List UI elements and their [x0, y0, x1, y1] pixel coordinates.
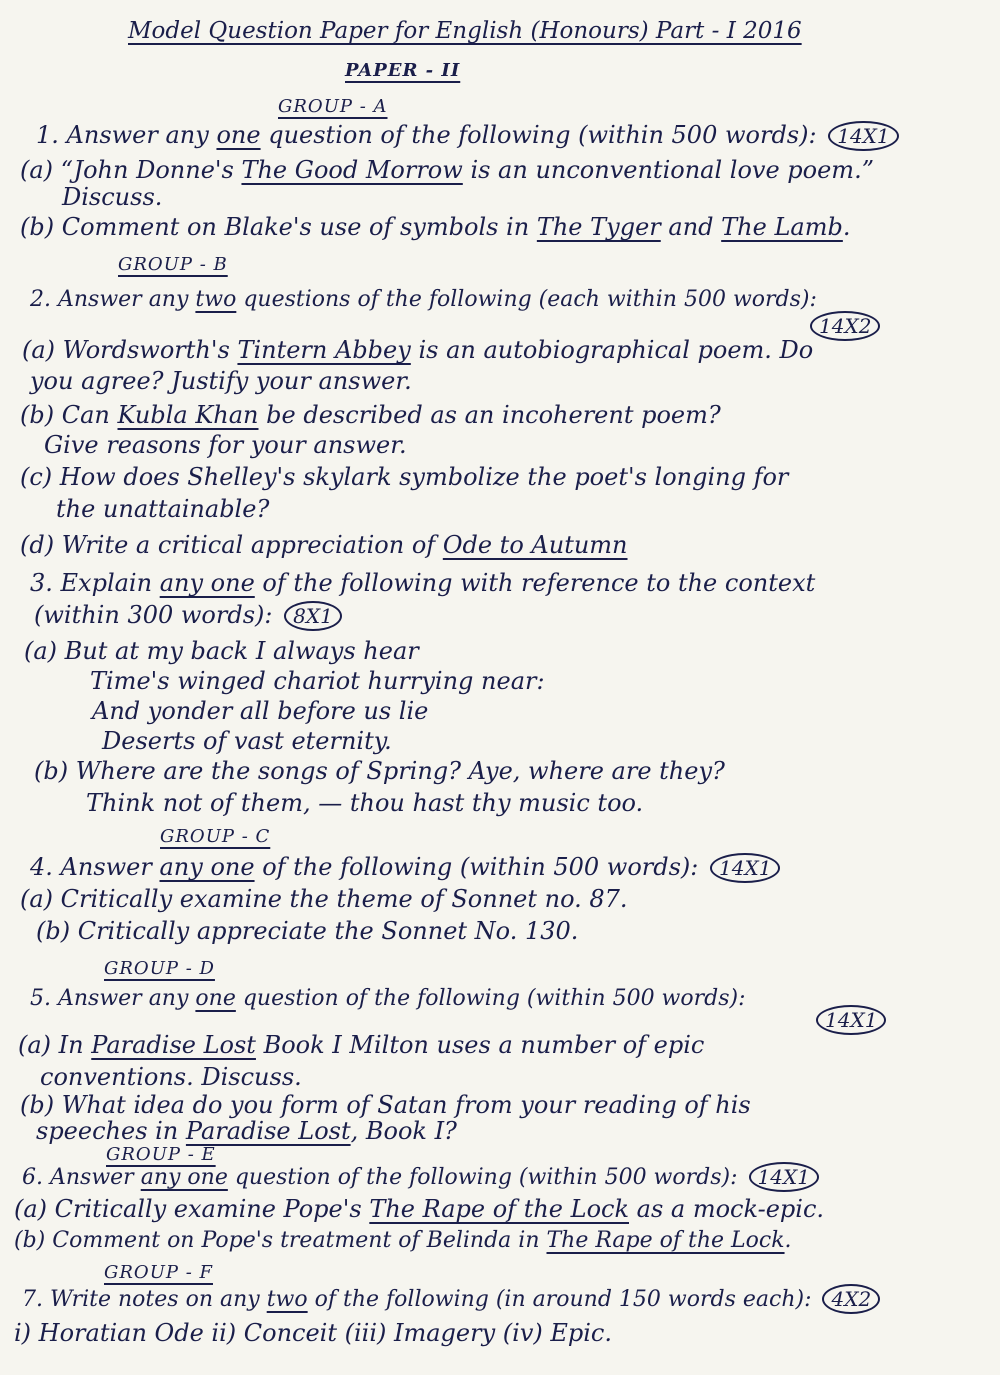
q2-key: two	[195, 287, 237, 312]
q7-key: two	[266, 1287, 308, 1312]
question-5b-cont	[36, 1116, 457, 1146]
group-c-heading: GROUP - C	[160, 826, 271, 847]
q2-prefix: 2. Answer any	[30, 287, 189, 312]
q2d-title: Ode to Autumn	[442, 531, 628, 559]
paper-title: Model Question Paper for English (Honours) Part - I 2016	[128, 18, 802, 44]
q7-prefix: 7. Write notes on any	[22, 1287, 260, 1312]
q1-marks: 14X1	[828, 121, 898, 151]
question-1	[36, 120, 899, 151]
q5a-title: Paradise Lost	[91, 1031, 256, 1059]
question-2a-cont: you agree? Justify your answer.	[30, 367, 412, 395]
q2a-rest: is an autobiographical poem. Do	[418, 336, 814, 364]
q2b-rest: be described as an incoherent poem?	[266, 401, 721, 429]
question-4b: (b) Critically appreciate the Sonnet No. 130.	[36, 917, 579, 945]
q6a-rest: as a mock-epic.	[636, 1195, 825, 1223]
q3b-line-2: Think not of them, — thou hast thy music too.	[86, 789, 644, 817]
q5-marks: 14X1	[816, 1005, 886, 1035]
q5-key: one	[195, 986, 236, 1011]
question-2d	[20, 530, 628, 560]
q2-marks-wrap	[806, 310, 880, 341]
q4-marks: 14X1	[710, 853, 780, 883]
q5a-rest: Book I Milton uses a number of epic	[263, 1031, 705, 1059]
question-7-items: i) Horatian Ode ii) Conceit (iii) Imagery (iv) Epic.	[14, 1319, 612, 1347]
q2b-title: Kubla Khan	[117, 401, 259, 429]
q3-suffix: of the following with reference to the context	[262, 569, 816, 597]
q3a-line-3: And yonder all before us lie	[92, 697, 429, 725]
q3b-line-1: (b) Where are the songs of Spring? Aye, where are they?	[34, 757, 725, 785]
question-6a	[14, 1194, 824, 1224]
q6-key: any one	[140, 1165, 228, 1190]
q5b-cont-title: Paradise Lost	[185, 1117, 351, 1145]
q6-marks: 14X1	[749, 1162, 819, 1192]
q3-line2: (within 300 words):	[34, 601, 273, 629]
q1b-and: and	[668, 213, 714, 241]
q2a-lead: (a) Wordsworth's	[22, 336, 230, 364]
q5-suffix: question of the following (within 500 words):	[242, 986, 746, 1011]
question-2a	[22, 335, 813, 365]
question-2b-cont: Give reasons for your answer.	[44, 431, 407, 459]
q2-suffix: questions of the following (each within 500 words):	[243, 287, 817, 312]
question-1a	[20, 155, 874, 185]
question-2	[30, 285, 817, 315]
question-2c-cont: the unattainable?	[56, 495, 270, 523]
question-7	[22, 1284, 880, 1315]
q2d-lead: (d) Write a critical appreciation of	[20, 531, 436, 559]
q5b-cont-rest: , Book I?	[350, 1117, 457, 1145]
q1-key: one	[216, 121, 261, 149]
q2b-lead: (b) Can	[20, 401, 110, 429]
q1-suffix: question of the following (within 500 words):	[268, 121, 817, 149]
q5b-cont-lead: speeches in	[36, 1117, 179, 1145]
q2a-title: Tintern Abbey	[237, 336, 411, 364]
q1a-lead: (a) “John Donne's	[20, 156, 234, 184]
q6b-lead: (b) Comment on Pope's treatment of Belinda in	[14, 1228, 540, 1253]
question-5a	[18, 1030, 704, 1060]
question-1b	[20, 212, 850, 242]
q5a-lead: (a) In	[18, 1031, 84, 1059]
q6-suffix: question of the following (within 500 words):	[234, 1165, 738, 1190]
question-5b: (b) What idea do you form of Satan from your reading of his	[20, 1091, 751, 1119]
q3-key: any one	[159, 569, 255, 597]
q3a-line-4: Deserts of vast eternity.	[102, 727, 392, 755]
q5-marks-wrap	[812, 1004, 886, 1035]
question-4	[30, 852, 780, 883]
q2-marks: 14X2	[810, 311, 880, 341]
question-6b	[14, 1226, 792, 1256]
q3-prefix: 3. Explain	[30, 569, 153, 597]
q6b-title: The Rape of the Lock	[546, 1228, 785, 1253]
q4-prefix: 4. Answer	[30, 853, 152, 881]
q6a-title: The Rape of the Lock	[369, 1195, 629, 1223]
question-1a-cont: Discuss.	[62, 183, 163, 211]
q3a-line-1: (a) But at my back I always hear	[24, 637, 419, 665]
q6b-end: .	[784, 1228, 792, 1253]
q1b-title-lamb: The Lamb	[721, 213, 843, 241]
question-5a-cont: conventions. Discuss.	[40, 1063, 302, 1091]
q1a-title: The Good Morrow	[241, 156, 463, 184]
q5-prefix: 5. Answer any	[30, 986, 189, 1011]
question-2b	[20, 400, 721, 430]
q6a-lead: (a) Critically examine Pope's	[14, 1195, 362, 1223]
question-4a: (a) Critically examine the theme of Sonnet no. 87.	[20, 885, 628, 913]
q1a-rest: is an unconventional love poem.”	[470, 156, 874, 184]
q7-suffix: of the following (in around 150 words each):	[314, 1287, 812, 1312]
group-f-heading: GROUP - F	[104, 1262, 213, 1283]
q1b-title-tyger: The Tyger	[536, 213, 661, 241]
group-b-heading: GROUP - B	[118, 254, 228, 275]
question-5	[30, 984, 746, 1014]
group-e-heading: GROUP - E	[106, 1144, 216, 1165]
q1b-end: .	[842, 213, 851, 241]
group-a-heading: GROUP - A	[278, 96, 388, 117]
question-3-line2	[34, 600, 342, 631]
group-d-heading: GROUP - D	[104, 958, 215, 979]
q1-prefix: 1. Answer any	[36, 121, 209, 149]
q1b-lead: (b) Comment on Blake's use of symbols in	[20, 213, 530, 241]
q4-suffix: of the following (within 500 words):	[262, 853, 699, 881]
question-2c: (c) How does Shelley's skylark symbolize the poet's longing for	[20, 463, 789, 491]
paper-number: PAPER - II	[345, 60, 461, 81]
q7-marks: 4X2	[822, 1284, 880, 1314]
q3a-line-2: Time's winged chariot hurrying near:	[90, 667, 545, 695]
question-6	[22, 1162, 819, 1193]
q6-prefix: 6. Answer	[22, 1165, 134, 1190]
question-3	[30, 568, 815, 598]
q3-marks: 8X1	[284, 601, 342, 631]
q4-key: any one	[159, 853, 255, 881]
